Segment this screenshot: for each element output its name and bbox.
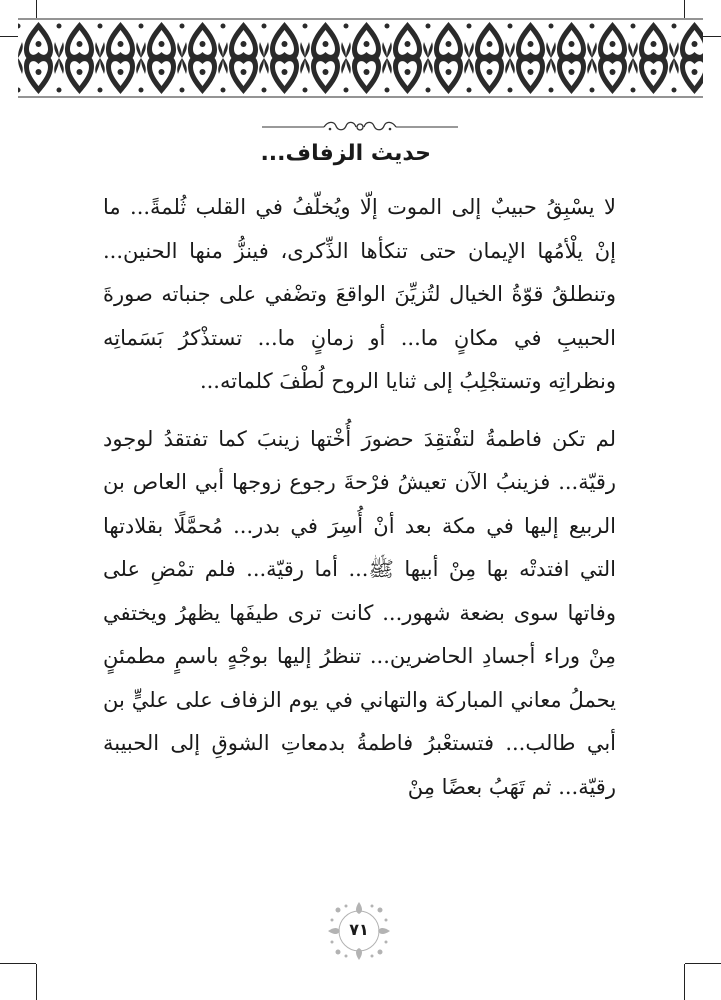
crop-mark-bottom-left-h (0, 963, 36, 964)
heading-flourish-icon (262, 118, 458, 136)
crop-mark-bottom-right (684, 964, 685, 1000)
crop-mark-bottom-left (36, 964, 37, 1000)
paragraph-2: لم تكن فاطمةُ لتفْتقِدَ حضورَ أُخْتها زينبَ كما تفتقدُ لوجود رقيّة... فزينبُ الآن تعيشُ فرْحةَ رجوع زوجها أبي العاص بن الربيع إليها في مكة بعد أنْ أُسِرَ في بدر... مُحمَّلًا بقلادتها التي افتدتْه بها مِنْ أبيها ﷺ... أما رقيّة... فلم تمْضِ على وفاتها سوى بضعة شهور... كانت ترى طيفَها يظهرُ ويختفي مِنْ وراء أجسادِ الحاضرين... تنظرُ إليها بوجْهٍ باسمٍ مطمئنٍ يحملُ معاني المباركة والتهاني في يوم الزفاف على عليٍّ بن أبي طالب... فتستعْبرُ فاطمةُ بدمعاتِ الشوقِ إلى الحبيبة رقيّة... ثم تَهَبُ بعضًا مِنْ (103, 426, 616, 799)
page-number-ornament (316, 896, 402, 966)
paragraph-1: لا يسْبِقُ حبيبٌ إلى الموت إلّا ويُخلّفُ في القلب ثُلمةً... ما إنْ يلْأمُها الإيمان حتى تنكأها الذِّكرى، فينزُّ منها الحنين... وتنطلقُ قوّةُ الخيال لتُزيِّنَ الواقعَ وتضْفي على جنباته صورةَ الحبيبِ في مكانٍ ما... أو زمانٍ ما... تستذْكرُ بَسَماتِه ونظراتِه وتستجْلِبُ إلى ثنايا الروح لُطْفَ كلماته... (103, 195, 616, 393)
header-ornament-band (18, 18, 703, 98)
page-title: حديث الزفاف... (260, 141, 431, 166)
page-number: ٧١ (349, 920, 369, 939)
body-text (103, 186, 616, 809)
crop-mark-bottom-right-h (685, 963, 721, 964)
